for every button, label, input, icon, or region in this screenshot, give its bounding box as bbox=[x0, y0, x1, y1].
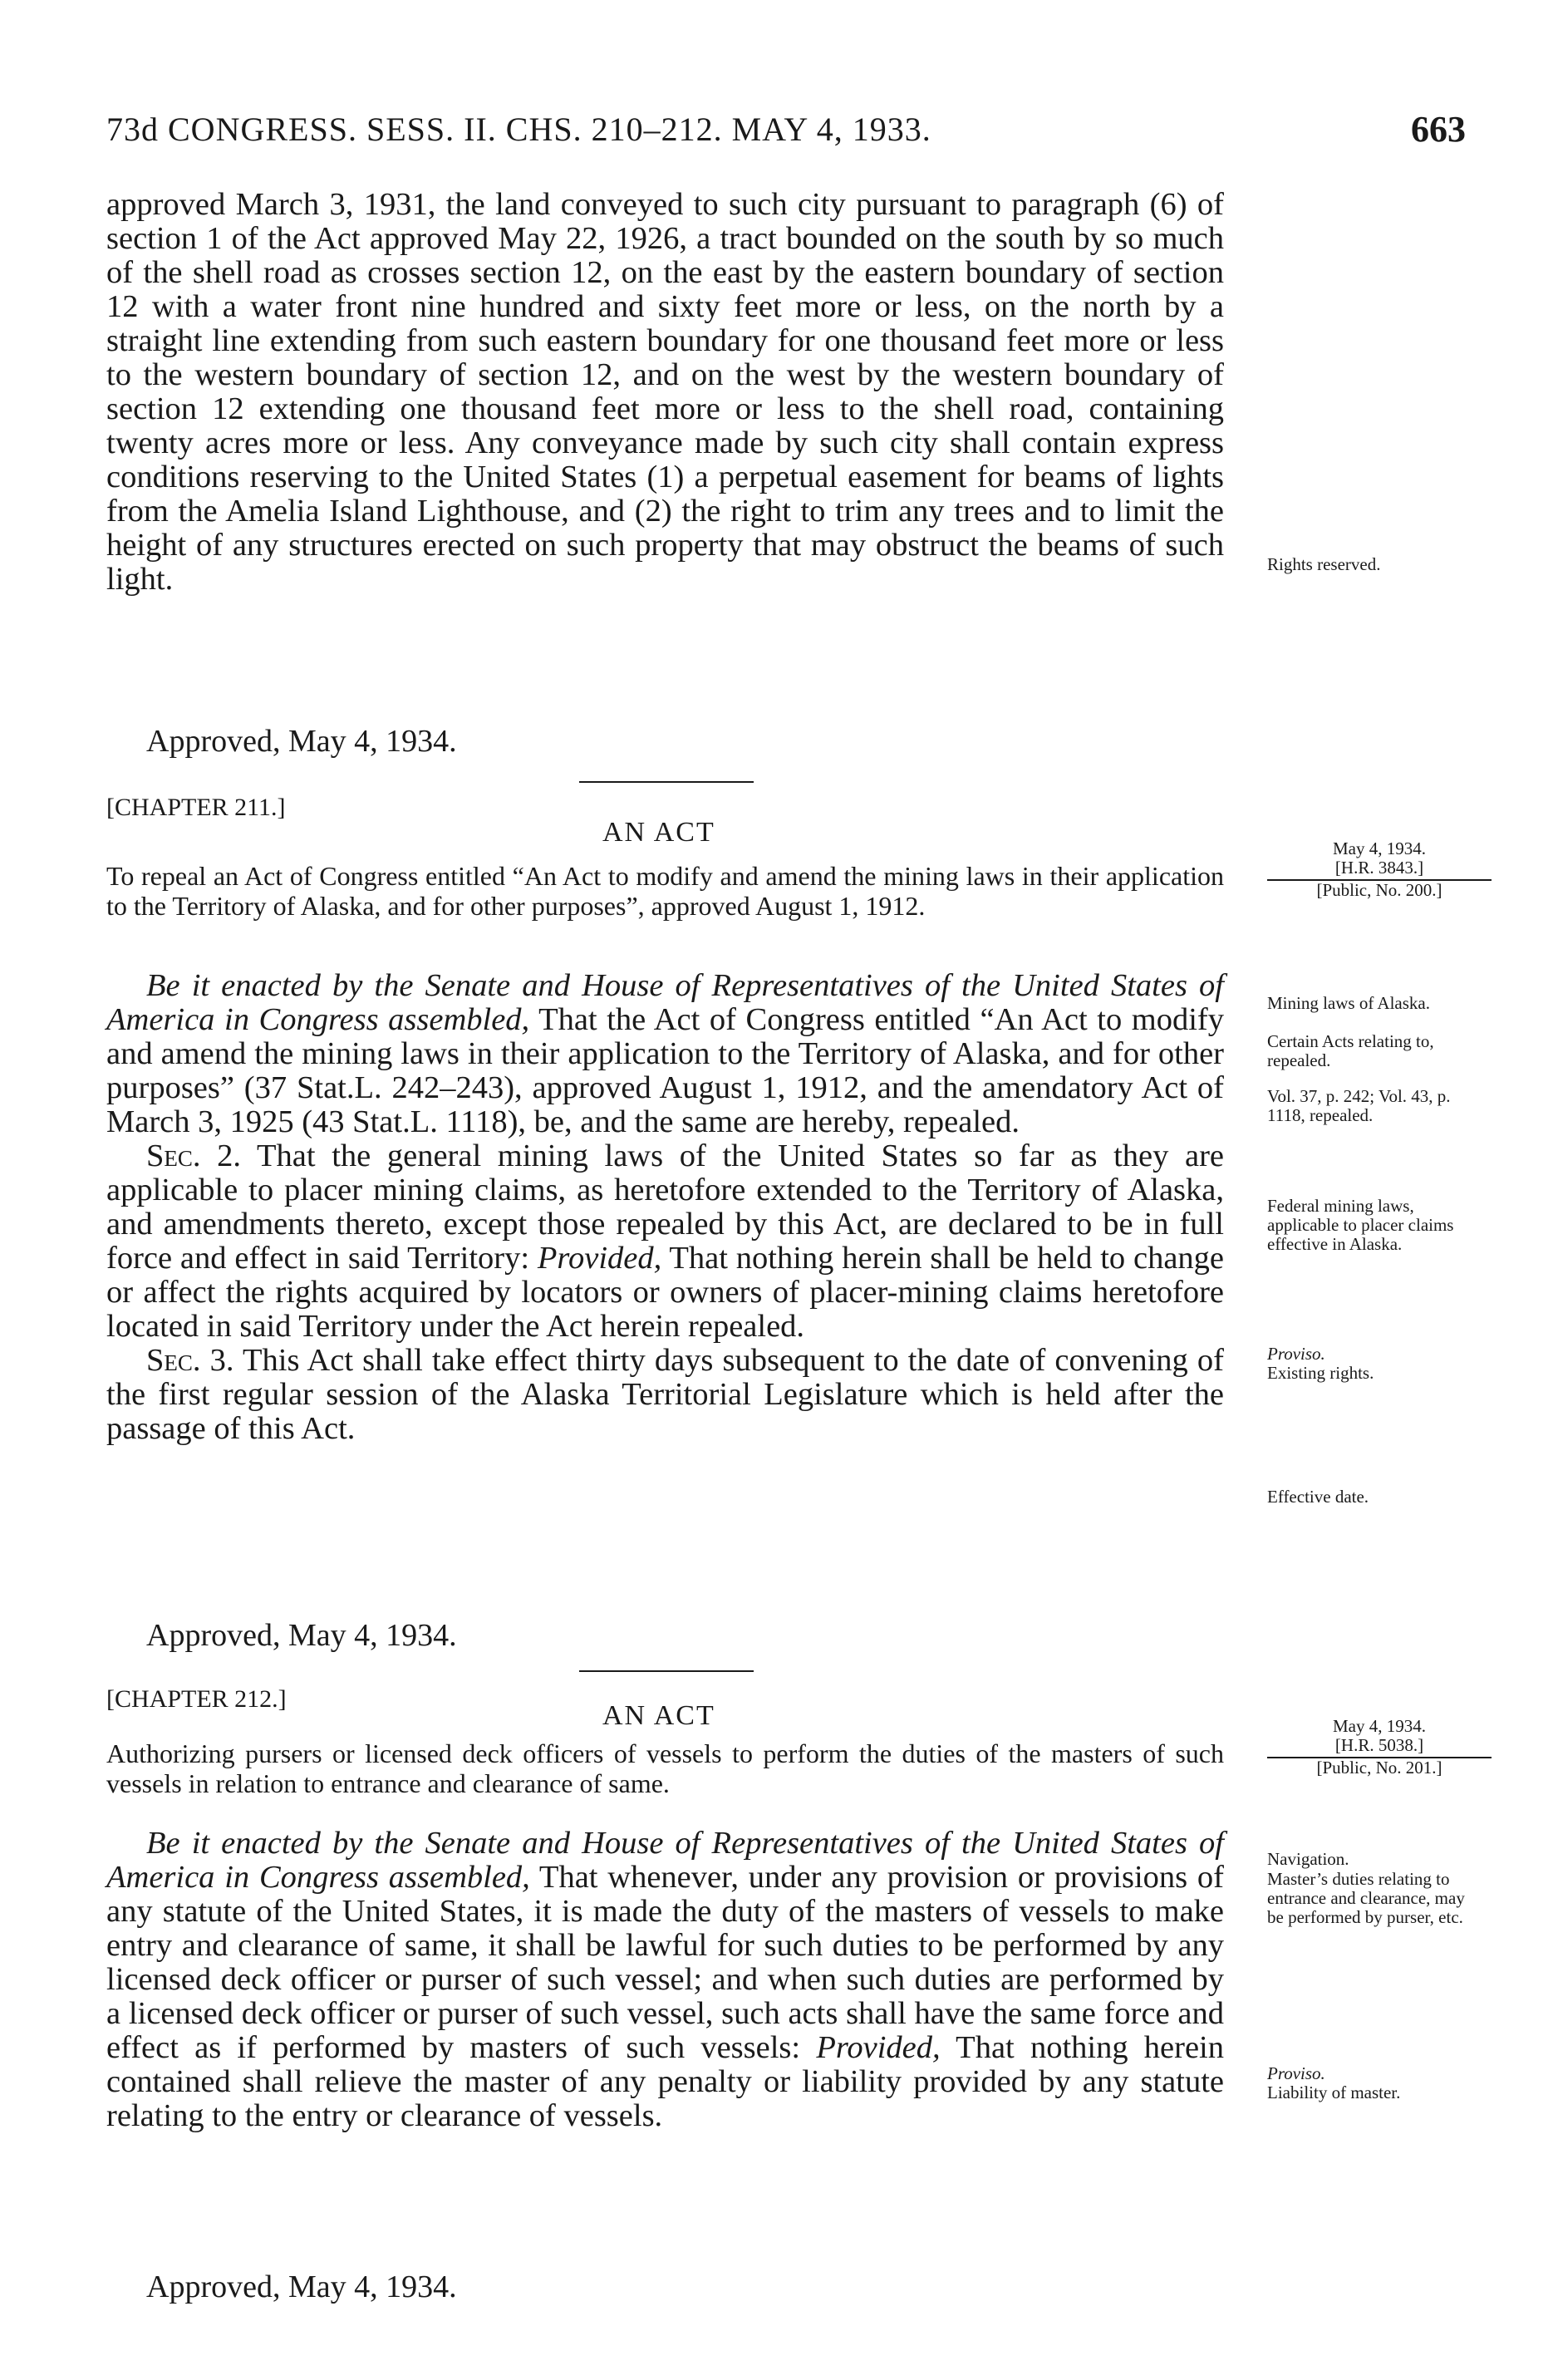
ch211-proviso-block bbox=[1267, 1345, 1483, 1383]
ch212-text-b: That nothing herein contained shall relieve the master of any penalty or liability provided by any statute relating to the entry or clearance of vessels. bbox=[106, 2030, 1224, 2133]
margin-note-rights-reserved bbox=[1267, 555, 1483, 574]
ch211-chapter-label: [CHAPTER 211.] bbox=[106, 794, 286, 821]
note-ch212-proviso: Proviso. bbox=[1267, 2063, 1325, 2083]
ch211-section-2 bbox=[106, 1139, 1224, 1344]
ch211-an-act: AN ACT bbox=[602, 817, 715, 848]
note-federal-mining: Federal mining laws, applicable to placer claims effective in Alaska. bbox=[1267, 1196, 1454, 1254]
ch212-provided: Provided, bbox=[816, 2030, 941, 2065]
section-divider bbox=[579, 781, 754, 783]
ch211-sec2-label: Sec. 2. bbox=[146, 1138, 242, 1173]
ch210-body bbox=[106, 188, 1224, 597]
ch212-an-act: AN ACT bbox=[602, 1700, 715, 1731]
ch212-approved: Approved, May 4, 1934. bbox=[146, 2269, 457, 2304]
ch212-bill-ref: [H.R. 5038.] bbox=[1334, 1735, 1424, 1755]
ch211-bill-ref: [H.R. 3843.] bbox=[1334, 858, 1424, 878]
running-head: 73d CONGRESS. SESS. II. CHS. 210–212. MAY 4, 1933. bbox=[106, 111, 931, 148]
note-vol-refs: Vol. 37, p. 242; Vol. 43, p. 1118, repealed. bbox=[1267, 1086, 1451, 1125]
section-divider-2 bbox=[579, 1670, 754, 1672]
ch212-body bbox=[106, 1827, 1224, 2133]
note-mining-laws: Mining laws of Alaska. bbox=[1267, 993, 1430, 1013]
note-certain-acts: Certain Acts relating to, repealed. bbox=[1267, 1031, 1434, 1070]
ch211-section-1 bbox=[106, 969, 1224, 1139]
ch211-title: To repeal an Act of Congress entitled “An Act to modify and amend the mining laws in their application to the Territory of Alaska, and for other purposes”, approved August 1, 1912. bbox=[106, 861, 1224, 921]
ch211-sec3-label: Sec. 3. bbox=[146, 1343, 234, 1378]
ch212-section-1 bbox=[106, 1827, 1224, 2133]
ch211-sec2-text-a: That the general mining laws of the United States so far as they are applicable to placer mining claims, as heretofore extended to the Territory of Alaska, and amendments thereto, except those repealed by this Act, are declared to be in full force and effect in said Territory: bbox=[106, 1138, 1225, 1276]
page-number: 663 bbox=[1411, 109, 1466, 150]
ch210-approved: Approved, May 4, 1934. bbox=[146, 724, 457, 759]
ch211-reference-block bbox=[1267, 839, 1492, 900]
note-liability: Liability of master. bbox=[1267, 2082, 1401, 2102]
note-existing-rights: Existing rights. bbox=[1267, 1363, 1374, 1383]
ch212-text-a: That whenever, under any provision or provisions of any statute of the United States, it is made the duty of the masters of vessels to make entry and clearance of same, it shall be lawful for such duties to be performed by any licensed deck officer or purser of such vessel; and when such duties are performed by a licensed deck officer or purser of such vessel, such acts shall have the same force and effect as if performed by masters of such vessels: bbox=[106, 1860, 1224, 2065]
ch211-sec1-text: That the Act of Congress entitled “An Act to modify and amend the mining laws in their application to the Territory of Alaska, and for other purposes” (37 Stat.L. 242–243), approved August 1, 1912, and the amendatory Act of March 3, 1925 (43 Stat.L. 1118), be, and the same are hereby, repealed. bbox=[106, 1002, 1224, 1139]
note-effective-date: Effective date. bbox=[1267, 1487, 1369, 1507]
ch212-enacting-clause: Be it enacted by the Senate and House of Representatives of the United States of America in Congress assembled, bbox=[106, 1826, 1224, 1895]
ch211-public-ref: [Public, No. 200.] bbox=[1267, 879, 1492, 900]
ch212-public-ref: [Public, No. 201.] bbox=[1267, 1757, 1492, 1778]
ch211-sec2-text-b: That nothing herein shall be held to change or affect the rights acquired by locators or owners of placer-mining claims heretofore located in said Territory under the Act herein repealed. bbox=[106, 1241, 1225, 1344]
ch211-date-ref: May 4, 1934. bbox=[1333, 838, 1426, 858]
ch211-sec2-provided: Provided, bbox=[537, 1241, 662, 1276]
ch212-reference-block bbox=[1267, 1717, 1492, 1778]
ch211-enacting-clause: Be it enacted by the Senate and House of Representatives of the United States of America in Congress assembled, bbox=[106, 968, 1224, 1037]
ch211-section-3 bbox=[106, 1344, 1224, 1446]
note-ch211-proviso: Proviso. bbox=[1267, 1344, 1325, 1364]
ch212-date-ref: May 4, 1934. bbox=[1333, 1716, 1426, 1736]
ch212-proviso-block bbox=[1267, 2064, 1483, 2102]
ch210-text: approved March 3, 1931, the land conveyed to such city pursuant to paragraph (6) of section 1 of the Act approved May 22, 1926, a tract bounded on the south by so much of the shell road as crosses section 12, on the east by the eastern boundary of section 12 with a water front nine hundred and sixty feet more or less, on the north by a straight line extending from such eastern boundary for one thousand feet more or less to the western boundary of section 12, and on the west by the western boundary of section 12 extending one thousand feet more or less to the shell road, containing twenty acres more or less. Any conveyance made by such city shall contain express conditions reserving to the United States (1) a perpetual easement for beams of lights from the Amelia Island Lighthouse, and (2) the right to trim any trees and to limit the height of any structures erected on such property that may obstruct the beams of such light. bbox=[106, 187, 1224, 597]
ch211-body bbox=[106, 969, 1224, 1446]
ch211-sec3-text: This Act shall take effect thirty days subsequent to the date of convening of the first regular session of the Alaska Territorial Legislature which is held after the passage of this Act. bbox=[106, 1343, 1224, 1446]
note-navigation: Navigation. bbox=[1267, 1849, 1349, 1869]
ch211-approved: Approved, May 4, 1934. bbox=[146, 1618, 457, 1653]
note-masters-duties: Master’s duties relating to entrance and clearance, may be performed by purser, etc. bbox=[1267, 1869, 1465, 1927]
rights-reserved-note: Rights reserved. bbox=[1267, 554, 1381, 574]
ch212-title: Authorizing pursers or licensed deck officers of vessels to perform the duties of the masters of such vessels in relation to entrance and clearance of same. bbox=[106, 1738, 1224, 1798]
ch212-chapter-label: [CHAPTER 212.] bbox=[106, 1685, 287, 1713]
